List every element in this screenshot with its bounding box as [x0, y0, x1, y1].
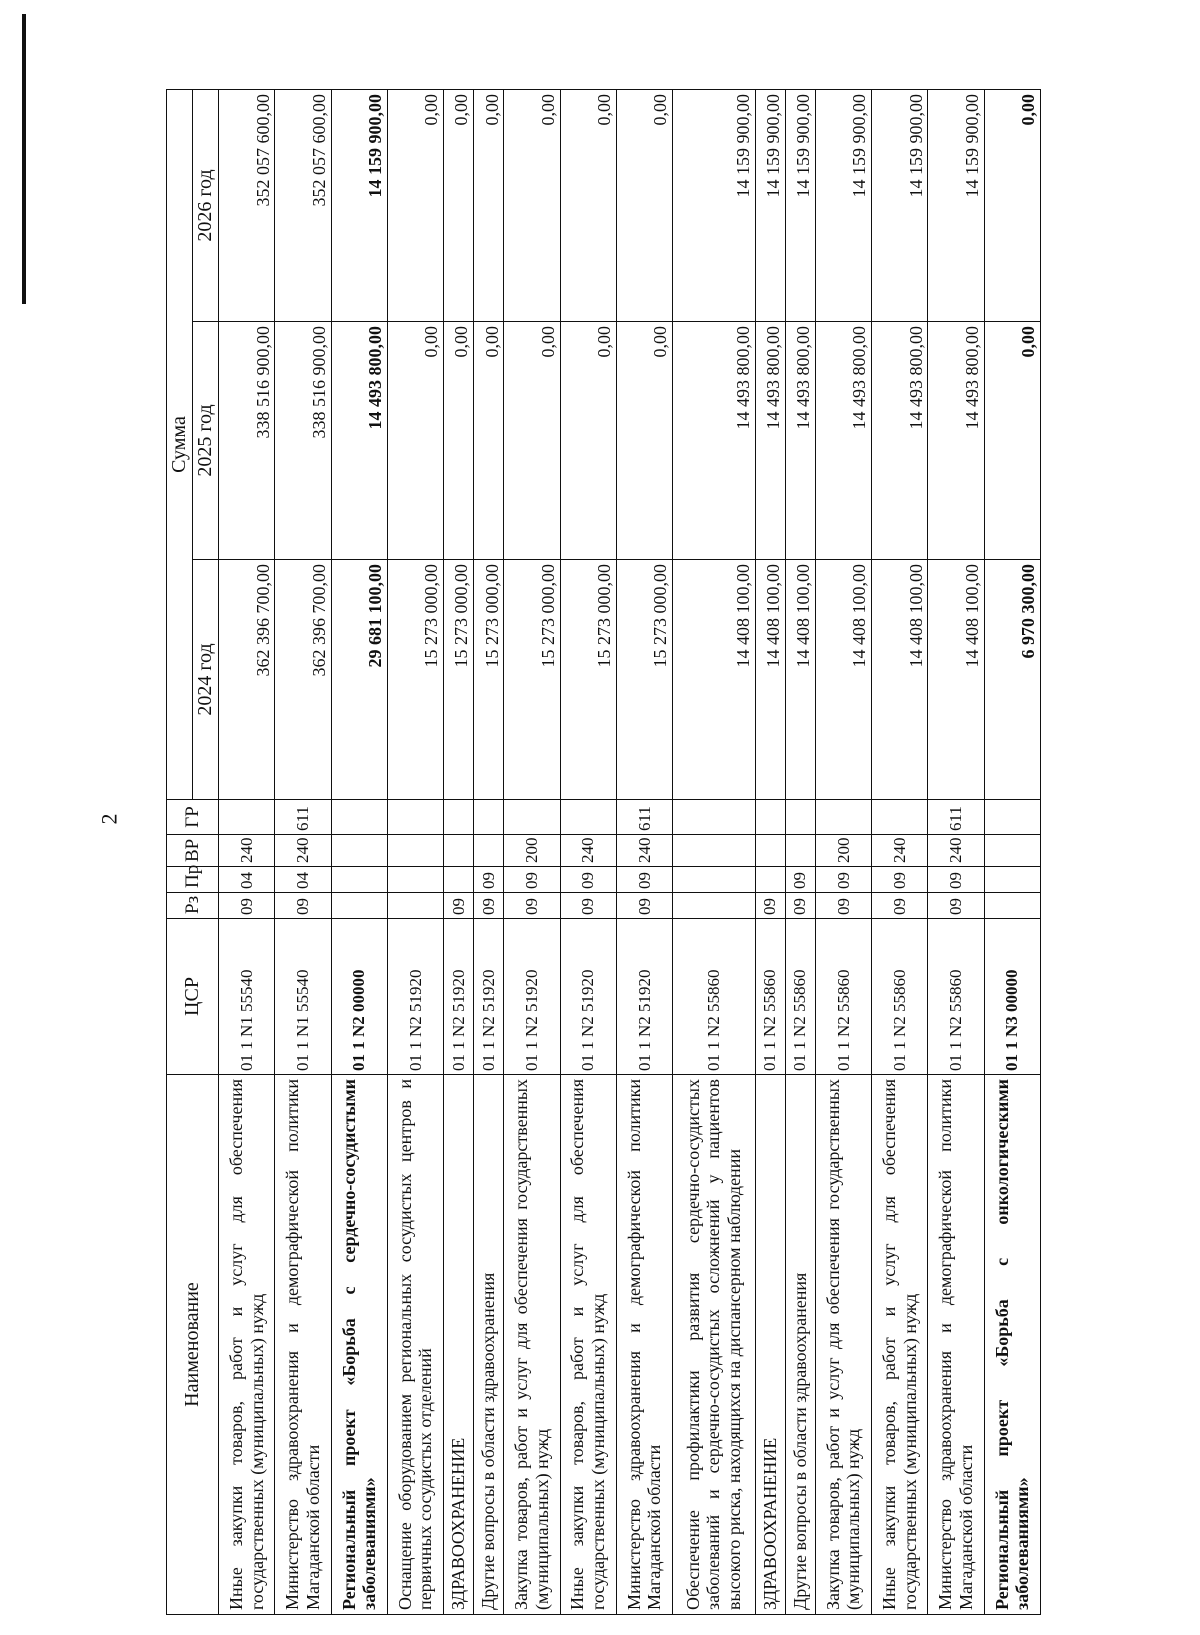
row-2026: 0,00	[474, 89, 504, 321]
table-row	[755, 89, 785, 1614]
row-name: Оснащение оборудованием региональных сосудистых центров и первичных сосудистых отделений	[387, 1075, 443, 1615]
row-gr	[474, 800, 504, 835]
row-gr	[785, 800, 815, 835]
row-pr: 09	[785, 867, 815, 893]
table-row	[275, 89, 331, 1614]
row-rz: 09	[616, 893, 672, 919]
row-2025: 0,00	[560, 322, 616, 560]
rotated-page	[166, 90, 1041, 1615]
row-2025: 14 493 800,00	[928, 322, 984, 560]
table-row	[444, 89, 474, 1614]
row-2024: 15 273 000,00	[560, 560, 616, 800]
row-rz: 09	[871, 893, 927, 919]
row-gr: 611	[616, 800, 672, 835]
row-vr: 200	[504, 835, 560, 867]
row-2025: 14 493 800,00	[815, 322, 871, 560]
row-name: Другие вопросы в области здравоохранения	[785, 1075, 815, 1615]
row-2026: 0,00	[984, 89, 1040, 321]
page-number: 2	[96, 813, 122, 825]
row-name: Обеспечение профилактики развития сердечно-сосудистых заболеваний и сердечно-сосудистых осложнений у пациентов высокого риска, находящихся на диспансерном наблюдении	[673, 1075, 756, 1615]
row-csr: 01 1 N3 00000	[984, 919, 1040, 1075]
row-name: Другие вопросы в области здравоохранения	[474, 1075, 504, 1615]
row-2024: 14 408 100,00	[673, 560, 756, 800]
row-2026: 14 159 900,00	[871, 89, 927, 321]
row-name: Иные закупки товаров, работ и услуг для обеспечения государственных (муниципальных) нужд	[871, 1075, 927, 1615]
row-2025: 338 516 900,00	[219, 322, 275, 560]
row-2026: 14 159 900,00	[785, 89, 815, 321]
row-csr: 01 1 N1 55540	[219, 919, 275, 1075]
row-rz: 09	[785, 893, 815, 919]
table-row	[871, 89, 927, 1614]
table-row	[560, 89, 616, 1614]
margin-bar	[22, 14, 26, 304]
row-2026: 14 159 900,00	[928, 89, 984, 321]
row-gr	[984, 800, 1040, 835]
row-2026: 0,00	[560, 89, 616, 321]
row-2025: 0,00	[474, 322, 504, 560]
row-2025: 14 493 800,00	[331, 322, 387, 560]
row-vr: 200	[815, 835, 871, 867]
budget-table	[166, 89, 1041, 1615]
row-pr	[673, 867, 756, 893]
row-rz	[673, 893, 756, 919]
row-vr	[331, 835, 387, 867]
header-name: Наименование	[167, 1075, 219, 1615]
row-csr: 01 1 N2 55860	[785, 919, 815, 1075]
row-csr: 01 1 N2 55860	[673, 919, 756, 1075]
header-pr: Пр	[167, 867, 219, 893]
row-2024: 29 681 100,00	[331, 560, 387, 800]
row-vr	[785, 835, 815, 867]
row-name: Региональный проект «Борьба с онкологическими заболеваниями»	[984, 1075, 1040, 1615]
header-2024: 2024 год	[193, 560, 219, 800]
row-rz: 09	[504, 893, 560, 919]
row-rz	[331, 893, 387, 919]
row-2024: 15 273 000,00	[474, 560, 504, 800]
row-2024: 362 396 700,00	[219, 560, 275, 800]
header-2026: 2026 год	[193, 89, 219, 321]
row-pr: 09	[871, 867, 927, 893]
row-2024: 14 408 100,00	[755, 560, 785, 800]
row-2024: 362 396 700,00	[275, 560, 331, 800]
row-2025: 338 516 900,00	[275, 322, 331, 560]
table-row	[928, 89, 984, 1614]
row-name: Региональный проект «Борьба с сердечно-сосудистыми заболеваниями»	[331, 1075, 387, 1615]
row-pr	[984, 867, 1040, 893]
row-name: ЗДРАВООХРАНЕНИЕ	[755, 1075, 785, 1615]
header-gr: ГР	[167, 800, 219, 835]
row-2025: 14 493 800,00	[673, 322, 756, 560]
row-name: ЗДРАВООХРАНЕНИЕ	[444, 1075, 474, 1615]
row-pr	[387, 867, 443, 893]
row-csr: 01 1 N2 51920	[444, 919, 474, 1075]
table-row	[504, 89, 560, 1614]
row-pr: 04	[275, 867, 331, 893]
row-2024: 15 273 000,00	[616, 560, 672, 800]
row-gr	[504, 800, 560, 835]
table-row	[474, 89, 504, 1614]
row-csr: 01 1 N2 55860	[755, 919, 785, 1075]
row-2026: 352 057 600,00	[275, 89, 331, 321]
row-csr: 01 1 N2 51920	[616, 919, 672, 1075]
row-csr: 01 1 N2 51920	[560, 919, 616, 1075]
row-pr: 09	[928, 867, 984, 893]
row-pr	[331, 867, 387, 893]
table-body	[219, 89, 1041, 1614]
header-vr: ВР	[167, 835, 219, 867]
row-rz: 09	[928, 893, 984, 919]
row-2026: 0,00	[616, 89, 672, 321]
row-vr: 240	[616, 835, 672, 867]
table-row	[673, 89, 756, 1614]
table-row	[616, 89, 672, 1614]
row-2025: 0,00	[616, 322, 672, 560]
row-2026: 14 159 900,00	[815, 89, 871, 321]
row-2024: 6 970 300,00	[984, 560, 1040, 800]
header-2025: 2025 год	[193, 322, 219, 560]
row-name: Министерство здравоохранения и демографической политики Магаданской области	[616, 1075, 672, 1615]
row-gr	[815, 800, 871, 835]
row-pr	[755, 867, 785, 893]
row-gr: 611	[275, 800, 331, 835]
row-csr: 01 1 N2 51920	[474, 919, 504, 1075]
row-gr	[871, 800, 927, 835]
row-pr	[444, 867, 474, 893]
row-rz: 09	[219, 893, 275, 919]
row-csr: 01 1 N1 55540	[275, 919, 331, 1075]
header-csr: ЦСР	[167, 919, 219, 1075]
row-pr: 09	[504, 867, 560, 893]
row-csr: 01 1 N2 51920	[504, 919, 560, 1075]
row-name: Иные закупки товаров, работ и услуг для обеспечения государственных (муниципальных) нужд	[560, 1075, 616, 1615]
row-gr	[331, 800, 387, 835]
row-2025: 14 493 800,00	[755, 322, 785, 560]
row-2025: 0,00	[444, 322, 474, 560]
row-vr: 240	[219, 835, 275, 867]
row-rz	[984, 893, 1040, 919]
row-rz: 09	[275, 893, 331, 919]
row-2024: 14 408 100,00	[928, 560, 984, 800]
row-gr	[387, 800, 443, 835]
row-2026: 14 159 900,00	[755, 89, 785, 321]
row-gr	[673, 800, 756, 835]
row-rz: 09	[755, 893, 785, 919]
row-vr	[673, 835, 756, 867]
row-2026: 0,00	[387, 89, 443, 321]
row-pr: 09	[474, 867, 504, 893]
row-gr	[560, 800, 616, 835]
row-vr: 240	[560, 835, 616, 867]
row-2025: 14 493 800,00	[871, 322, 927, 560]
row-csr: 01 1 N2 55860	[871, 919, 927, 1075]
row-2025: 14 493 800,00	[785, 322, 815, 560]
row-name: Закупка товаров, работ и услуг для обеспечения государственных (муниципальных) нужд	[815, 1075, 871, 1615]
row-csr: 01 1 N2 55860	[815, 919, 871, 1075]
header-rz: Рз	[167, 893, 219, 919]
row-vr	[755, 835, 785, 867]
row-vr: 240	[275, 835, 331, 867]
row-2024: 14 408 100,00	[871, 560, 927, 800]
row-2024: 15 273 000,00	[504, 560, 560, 800]
row-2025: 0,00	[984, 322, 1040, 560]
row-rz: 09	[474, 893, 504, 919]
row-name: Иные закупки товаров, работ и услуг для обеспечения государственных (муниципальных) нужд	[219, 1075, 275, 1615]
row-2024: 15 273 000,00	[444, 560, 474, 800]
row-2026: 14 159 900,00	[673, 89, 756, 321]
header-sum: Сумма	[167, 89, 193, 799]
row-vr	[984, 835, 1040, 867]
row-vr: 240	[871, 835, 927, 867]
row-rz	[387, 893, 443, 919]
row-2026: 0,00	[504, 89, 560, 321]
table-row	[785, 89, 815, 1614]
row-name: Министерство здравоохранения и демографической политики Магаданской области	[928, 1075, 984, 1615]
row-gr	[444, 800, 474, 835]
row-pr: 09	[815, 867, 871, 893]
row-2025: 0,00	[504, 322, 560, 560]
row-vr	[474, 835, 504, 867]
row-2026: 14 159 900,00	[331, 89, 387, 321]
row-csr: 01 1 N2 55860	[928, 919, 984, 1075]
row-vr	[387, 835, 443, 867]
row-2024: 15 273 000,00	[387, 560, 443, 800]
table-row	[815, 89, 871, 1614]
row-name: Министерство здравоохранения и демографической политики Магаданской области	[275, 1075, 331, 1615]
table-row	[984, 89, 1040, 1614]
row-pr: 09	[560, 867, 616, 893]
row-rz: 09	[444, 893, 474, 919]
row-rz: 09	[560, 893, 616, 919]
row-2024: 14 408 100,00	[785, 560, 815, 800]
row-vr: 240	[928, 835, 984, 867]
row-csr: 01 1 N2 51920	[387, 919, 443, 1075]
row-pr: 09	[616, 867, 672, 893]
row-2025: 0,00	[387, 322, 443, 560]
row-csr: 01 1 N2 00000	[331, 919, 387, 1075]
table-row	[387, 89, 443, 1614]
table-row	[331, 89, 387, 1614]
row-2026: 0,00	[444, 89, 474, 321]
row-name: Закупка товаров, работ и услуг для обеспечения государственных (муниципальных) нужд	[504, 1075, 560, 1615]
table-row	[219, 89, 275, 1614]
row-gr: 611	[928, 800, 984, 835]
row-pr: 04	[219, 867, 275, 893]
row-2024: 14 408 100,00	[815, 560, 871, 800]
row-gr	[219, 800, 275, 835]
row-gr	[755, 800, 785, 835]
row-vr	[444, 835, 474, 867]
row-rz: 09	[815, 893, 871, 919]
row-2026: 352 057 600,00	[219, 89, 275, 321]
